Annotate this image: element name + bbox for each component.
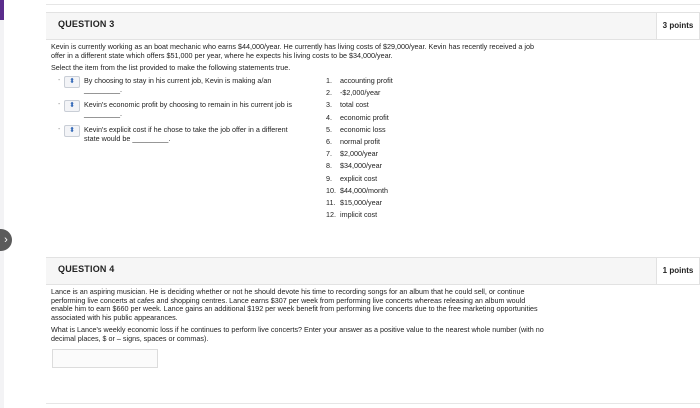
option-3 [326,101,369,110]
prompt-line: decimal places, $ or – signs, spaces or commas). [51,333,209,343]
option-2 [326,89,380,98]
body-line: enable him to earn $660 per week. Lance gains an additional $192 per week benefit from performing live concerts due to the free marketing opportunities [51,304,538,314]
option-number: 4. [326,113,332,122]
option-label: explicit cost [340,174,378,183]
option-label: $44,000/month [340,186,388,195]
option-8 [326,162,382,171]
option-4 [326,114,389,123]
statement-text [84,126,288,143]
question-3-header [46,12,700,40]
option-label: total cost [340,100,369,109]
option-number: 9. [326,174,332,183]
statement-text [84,101,292,118]
option-number: 8. [326,161,332,170]
prompt-line: What is Lance's weekly economic loss if he continues to perform live concerts? Enter your answer as a positive value to the nearest whole number (with no [51,325,544,334]
left-accent-bar [0,0,4,20]
option-label: economic profit [340,113,389,122]
intro-line-2: offer in a different state which offers $51,000 per year, where he expects his living costs to be $34,000/year. [51,50,393,60]
option-11 [326,199,382,208]
option-1 [326,77,393,86]
question-4-prompt [51,326,651,343]
option-label: $2,000/year [340,149,378,158]
option-9 [326,175,377,184]
option-number: 10. [326,186,336,195]
up-down-caret-icon[interactable]: ⬍ [64,125,80,137]
up-down-caret-icon[interactable]: ⬍ [64,76,80,88]
option-5 [326,126,386,135]
question-4-points: 1 points [656,257,700,285]
row-dash: - [58,126,61,133]
option-number: 2. [326,88,332,97]
question-4-title: QUESTION 4 [58,264,115,274]
option-6 [326,138,380,147]
statement-line-1: Kevin's economic profit by choosing to remain in his current job is [84,100,292,109]
option-10 [326,187,388,196]
row-dash: - [58,77,61,84]
statement-line-1: Kevin's explicit cost if he chose to take the job offer in a different [84,125,288,134]
statement-line-2: _________. [84,84,122,94]
option-number: 1. [326,76,332,85]
option-7 [326,150,378,159]
bottom-divider [46,403,700,404]
statement-text [84,77,271,94]
statement-line-2: _________. [84,108,122,118]
option-label: normal profit [340,137,380,146]
statement-line-2: state would be _________. [84,133,171,143]
option-12 [326,211,377,220]
option-number: 6. [326,137,332,146]
statement-row-3 [56,125,318,143]
option-label: accounting profit [340,76,393,85]
left-strip [0,0,4,408]
question-3-intro [51,43,651,60]
statement-row-2 [56,100,318,118]
statement-row-1 [56,76,318,94]
intro-line-1: Kevin is currently working as an boat mechanic who earns $44,000/year. He currently has living costs of $29,000/year. Kevin has recently received a job [51,42,535,51]
question-4-header [46,257,700,285]
answer-input[interactable] [52,349,158,368]
option-label: implicit cost [340,210,378,219]
option-number: 3. [326,100,332,109]
row-dash: - [58,101,61,108]
question-3-title: QUESTION 3 [58,19,115,29]
option-number: 7. [326,149,332,158]
up-down-caret-icon[interactable]: ⬍ [64,100,80,112]
question-4-body [51,288,651,322]
top-divider [46,4,700,5]
chevron-right-icon[interactable]: › [0,229,12,251]
statement-line-1: By choosing to stay in his current job, Kevin is making a/an [84,76,272,85]
option-label: $15,000/year [340,198,382,207]
question-3-instruction: Select the item from the list provided to make the following statements true. [51,63,291,72]
option-label: economic loss [340,125,386,134]
option-number: 5. [326,125,332,134]
option-label: -$2,000/year [340,88,381,97]
option-label: $34,000/year [340,161,382,170]
question-3-points: 3 points [656,12,700,40]
option-number: 12. [326,210,336,219]
body-line: Lance is an aspiring musician. He is deciding whether or not he should devote his time to recording songs for an album that he could sell, or continue [51,287,525,296]
option-number: 11. [326,198,336,207]
body-line: performing live concerts at cafes and shopping centres. Lance earns $307 per week from performing live concerts whereas releasing an album would [51,295,526,305]
body-line: associated with his public appearances. [51,312,178,322]
